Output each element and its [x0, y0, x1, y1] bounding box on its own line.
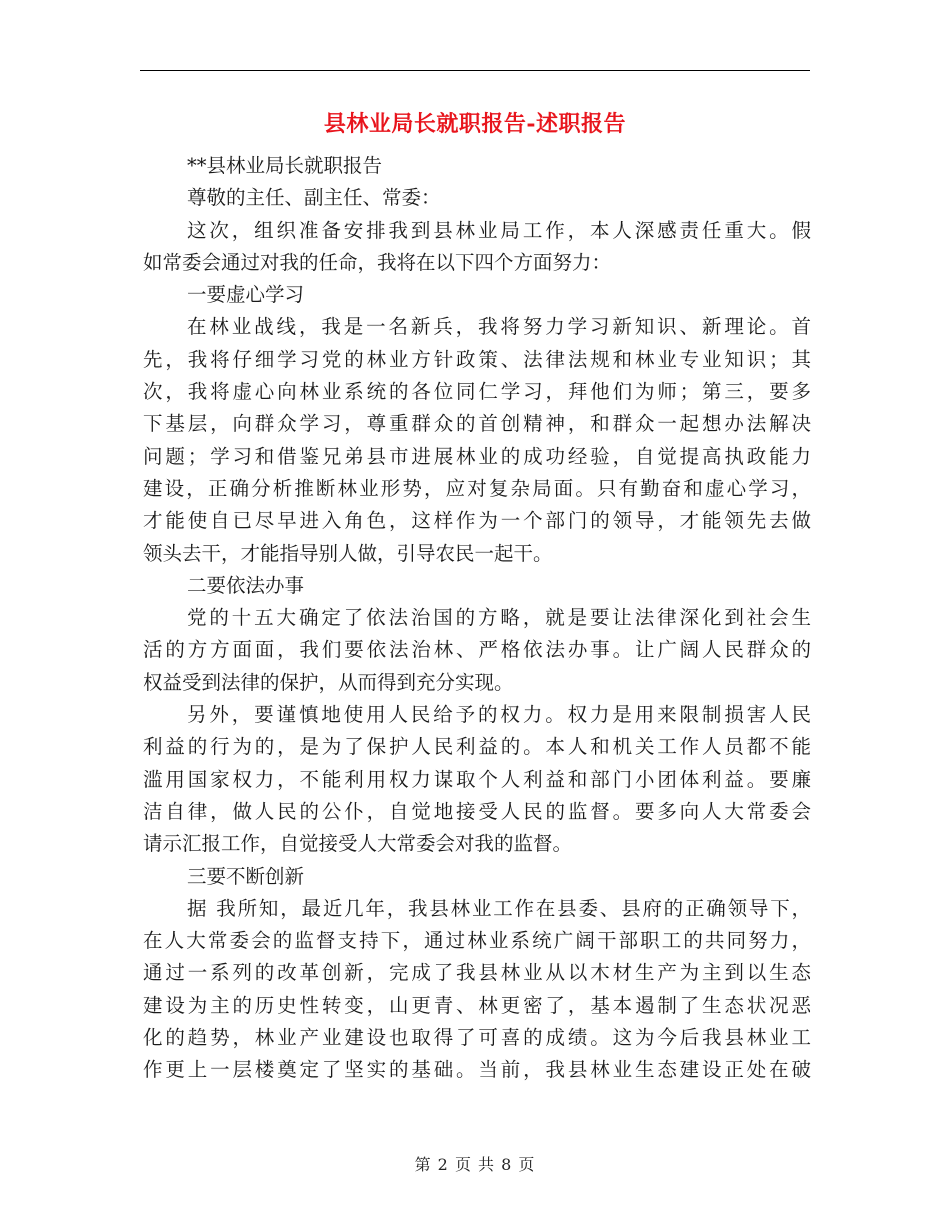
text-line: 下基层，向群众学习，尊重群众的首创精神，和群众一起想办法解决 [143, 412, 811, 436]
text-line: 问题；学习和借鉴兄弟县市进展林业的成功经验，自觉提高执政能力 [143, 444, 811, 468]
text-line: 作更上一层楼奠定了坚实的基础。当前，我县林业生态建设正处在破 [143, 1058, 811, 1082]
text-line: 尊敬的主任、副主任、常委： [187, 186, 441, 210]
text-line: 建设，正确分析推断林业形势，应对复杂局面。只有勤奋和虚心学习， [143, 476, 811, 500]
text-line: 在人大常委会的监督支持下，通过林业系统广阔干部职工的共同努力， [143, 929, 811, 953]
document-body [143, 150, 811, 1087]
text-line: 通过一系列的改革创新，完成了我县林业从以木材生产为主到以生态 [143, 961, 811, 985]
text-line: 据 我所知，最近几年，我县林业工作在县委、县府的正确领导下， [187, 896, 811, 920]
text-line: 活的方方面面，我们要依法治林、严格依法办事。让广阔人民群众的 [143, 638, 811, 662]
document-title: 县林业局长就职报告-述职报告 [323, 111, 627, 137]
text-line: 滥用国家权力，不能利用权力谋取个人利益和部门小团体利益。要廉 [143, 767, 811, 791]
text-line: 才能使自已尽早进入角色，这样作为一个部门的领导，才能领先去做 [143, 509, 811, 533]
header-rule [140, 70, 810, 71]
text-line: 领头去干，才能指导别人做，引导农民一起干。 [143, 541, 553, 565]
text-line: 洁自律，做人民的公仆，自觉地接受人民的监督。要多向人大常委会 [143, 799, 811, 823]
text-line: 三要不断创新 [187, 864, 305, 888]
text-line: 如常委会通过对我的任命，我将在以下四个方面努力： [143, 250, 612, 274]
text-line: 请示汇报工作，自觉接受人大常委会对我的监督。 [143, 832, 573, 856]
text-line: 在林业战线，我是一名新兵，我将努力学习新知识、新理论。首 [187, 315, 811, 339]
text-line: 一要虚心学习 [187, 283, 305, 307]
text-line: **县林业局长就职报告 [187, 154, 383, 177]
text-line: 权益受到法律的保护，从而得到充分实现。 [143, 670, 514, 694]
text-line: 化的趋势，林业产业建设也取得了可喜的成绩。这为今后我县林业工 [143, 1026, 811, 1050]
text-line: 建设为主的历史性转变，山更青、林更密了，基本遏制了生态状况恶 [143, 993, 811, 1017]
text-line: 次，我将虚心向林业系统的各位同仁学习，拜他们为师；第三，要多 [143, 380, 811, 404]
text-line: 另外，要谨慎地使用人民给予的权力。权力是用来限制损害人民 [187, 703, 811, 727]
text-line: 先，我将仔细学习党的林业方针政策、法律法规和林业专业知识；其 [143, 347, 811, 371]
text-line: 党的十五大确定了依法治国的方略，就是要让法律深化到社会生 [187, 606, 811, 630]
text-line: 这次，组织准备安排我到县林业局工作，本人深感责任重大。假 [187, 218, 811, 242]
page-number: 第 2 页 共 8 页 [414, 1155, 536, 1174]
text-line: 二要依法办事 [187, 573, 305, 597]
text-line: 利益的行为的，是为了保护人民利益的。本人和机关工作人员都不能 [143, 735, 811, 759]
